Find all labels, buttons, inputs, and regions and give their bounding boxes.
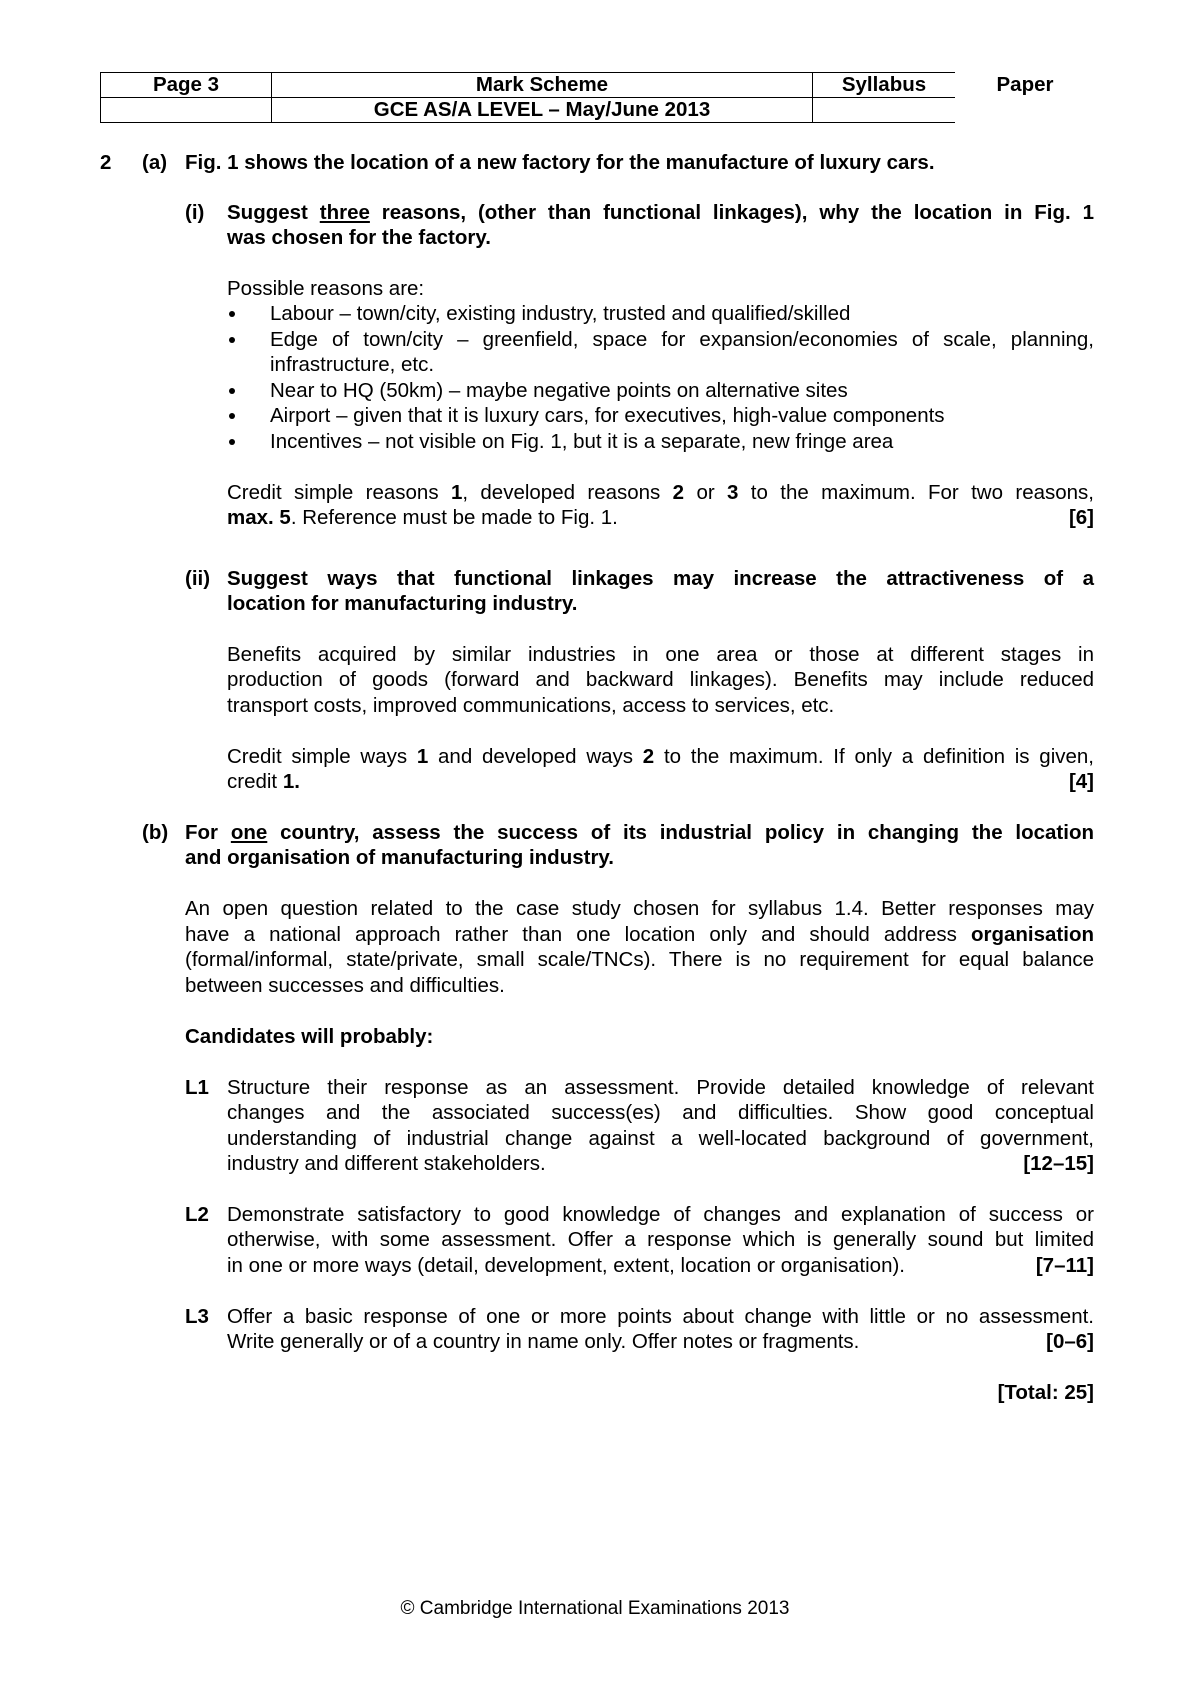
part-i-credit-line1: Credit simple reasons 1, developed reasons 2 or 3 to the maximum. For two reasons, (227, 481, 1094, 504)
level-last-line: Write generally or of a country in name only. Offer notes or fragments. [0–6] (227, 1330, 1094, 1353)
level-line: Demonstrate satisfactory to good knowledge of changes and explanation of success or (227, 1203, 1094, 1226)
part-i-label: (i) (185, 201, 205, 224)
level-line: otherwise, with some assessment. Offer a response which is generally sound but limited (227, 1228, 1094, 1251)
part-a-text: Fig. 1 shows the location of a new factory for the manufacture of luxury cars. (185, 151, 935, 174)
header-table (100, 72, 1096, 123)
part-b-question-line1: For one country, assess the success of its industrial policy in changing the location (185, 821, 1094, 844)
candidates-heading: Candidates will probably: (185, 1025, 434, 1048)
level-label: L3 (185, 1305, 209, 1328)
part-i-question-line1: Suggest three reasons, (other than functional linkages), why the location in Fig. 1 (227, 201, 1094, 224)
part-i-credit-line2: max. 5. Reference must be made to Fig. 1. [6] (227, 506, 1094, 529)
level-line: changes and the associated success(es) and difficulties. Show good conceptual (227, 1101, 1094, 1124)
list-item: Edge of town/city – greenfield, space for expansion/economies of scale, planning, (270, 328, 1094, 351)
header-paper: Paper (996, 73, 1054, 96)
header-page: Page 3 (101, 73, 272, 98)
part-ii-answer-line3: transport costs, improved communications, access to services, etc. (227, 694, 835, 717)
part-ii-answer-line1: Benefits acquired by similar industries in one area or those at different stages in (227, 643, 1094, 666)
header-syllabus: Syllabus (813, 73, 956, 98)
level-label: L1 (185, 1076, 209, 1099)
level-mark: [12–15] (1023, 1152, 1094, 1175)
header-exam: GCE AS/A LEVEL – May/June 2013 (272, 98, 813, 123)
part-ii-credit-line1: Credit simple ways 1 and developed ways 2 to the maximum. If only a definition is given, (227, 745, 1095, 768)
level-last-line: industry and different stakeholders. [12–15] (227, 1152, 1094, 1175)
list-item-continued: infrastructure, etc. (270, 353, 435, 376)
part-b-answer-line2: have a national approach rather than one location only and should address organisation (185, 923, 1094, 946)
part-a-label: (a) (142, 151, 168, 174)
header-empty-2 (813, 98, 956, 123)
header-mark-scheme: Mark Scheme (272, 73, 813, 98)
list-item: Labour – town/city, existing industry, trusted and qualified/skilled (270, 302, 851, 325)
part-ii-answer-line2: production of goods (forward and backward linkages). Benefits may include reduced (227, 668, 1094, 691)
level-mark: [7–11] (1035, 1254, 1094, 1277)
footer-copyright: © Cambridge International Examinations 2013 (400, 1598, 790, 1619)
list-item: Airport – given that it is luxury cars, for executives, high-value components (270, 404, 945, 427)
question-number: 2 (100, 151, 112, 174)
level-last-line: in one or more ways (detail, development, extent, location or organisation). [7–11] (227, 1254, 1094, 1277)
level-line: Structure their response as an assessment. Provide detailed knowledge of relevant (227, 1076, 1094, 1099)
part-ii-credit-line2: credit 1. [4] (227, 770, 1094, 793)
total-mark: [Total: 25] (997, 1381, 1094, 1404)
list-item: Incentives – not visible on Fig. 1, but it is a separate, new fringe area (270, 430, 894, 453)
part-b-answer-line3: (formal/informal, state/private, small scale/TNCs). There is no requirement for equal balance (185, 948, 1094, 971)
part-ii-question-line2: location for manufacturing industry. (227, 592, 578, 615)
part-b-label: (b) (142, 821, 169, 844)
part-ii-mark: [4] (1068, 770, 1094, 793)
list-item: Near to HQ (50km) – maybe negative points on alternative sites (270, 379, 848, 402)
header-empty-1 (101, 98, 272, 123)
part-b-question-line2: and organisation of manufacturing industry. (185, 846, 614, 869)
part-ii-label: (ii) (185, 567, 211, 590)
part-i-question-line2: was chosen for the factory. (227, 226, 491, 249)
possible-reasons-heading: Possible reasons are: (227, 277, 425, 300)
level-label: L2 (185, 1203, 209, 1226)
part-b-answer-line1: An open question related to the case study chosen for syllabus 1.4. Better responses may (185, 897, 1094, 920)
header-empty-3 (955, 98, 1096, 123)
level-line: understanding of industrial change against a well-located background of government, (227, 1127, 1094, 1150)
part-ii-question-line1: Suggest ways that functional linkages may increase the attractiveness of a (227, 567, 1094, 590)
level-line: Offer a basic response of one or more points about change with little or no assessment. (227, 1305, 1094, 1328)
level-mark: [0–6] (1046, 1330, 1094, 1353)
part-b-answer-line4: between successes and difficulties. (185, 974, 505, 997)
part-i-mark: [6] (1068, 506, 1094, 529)
